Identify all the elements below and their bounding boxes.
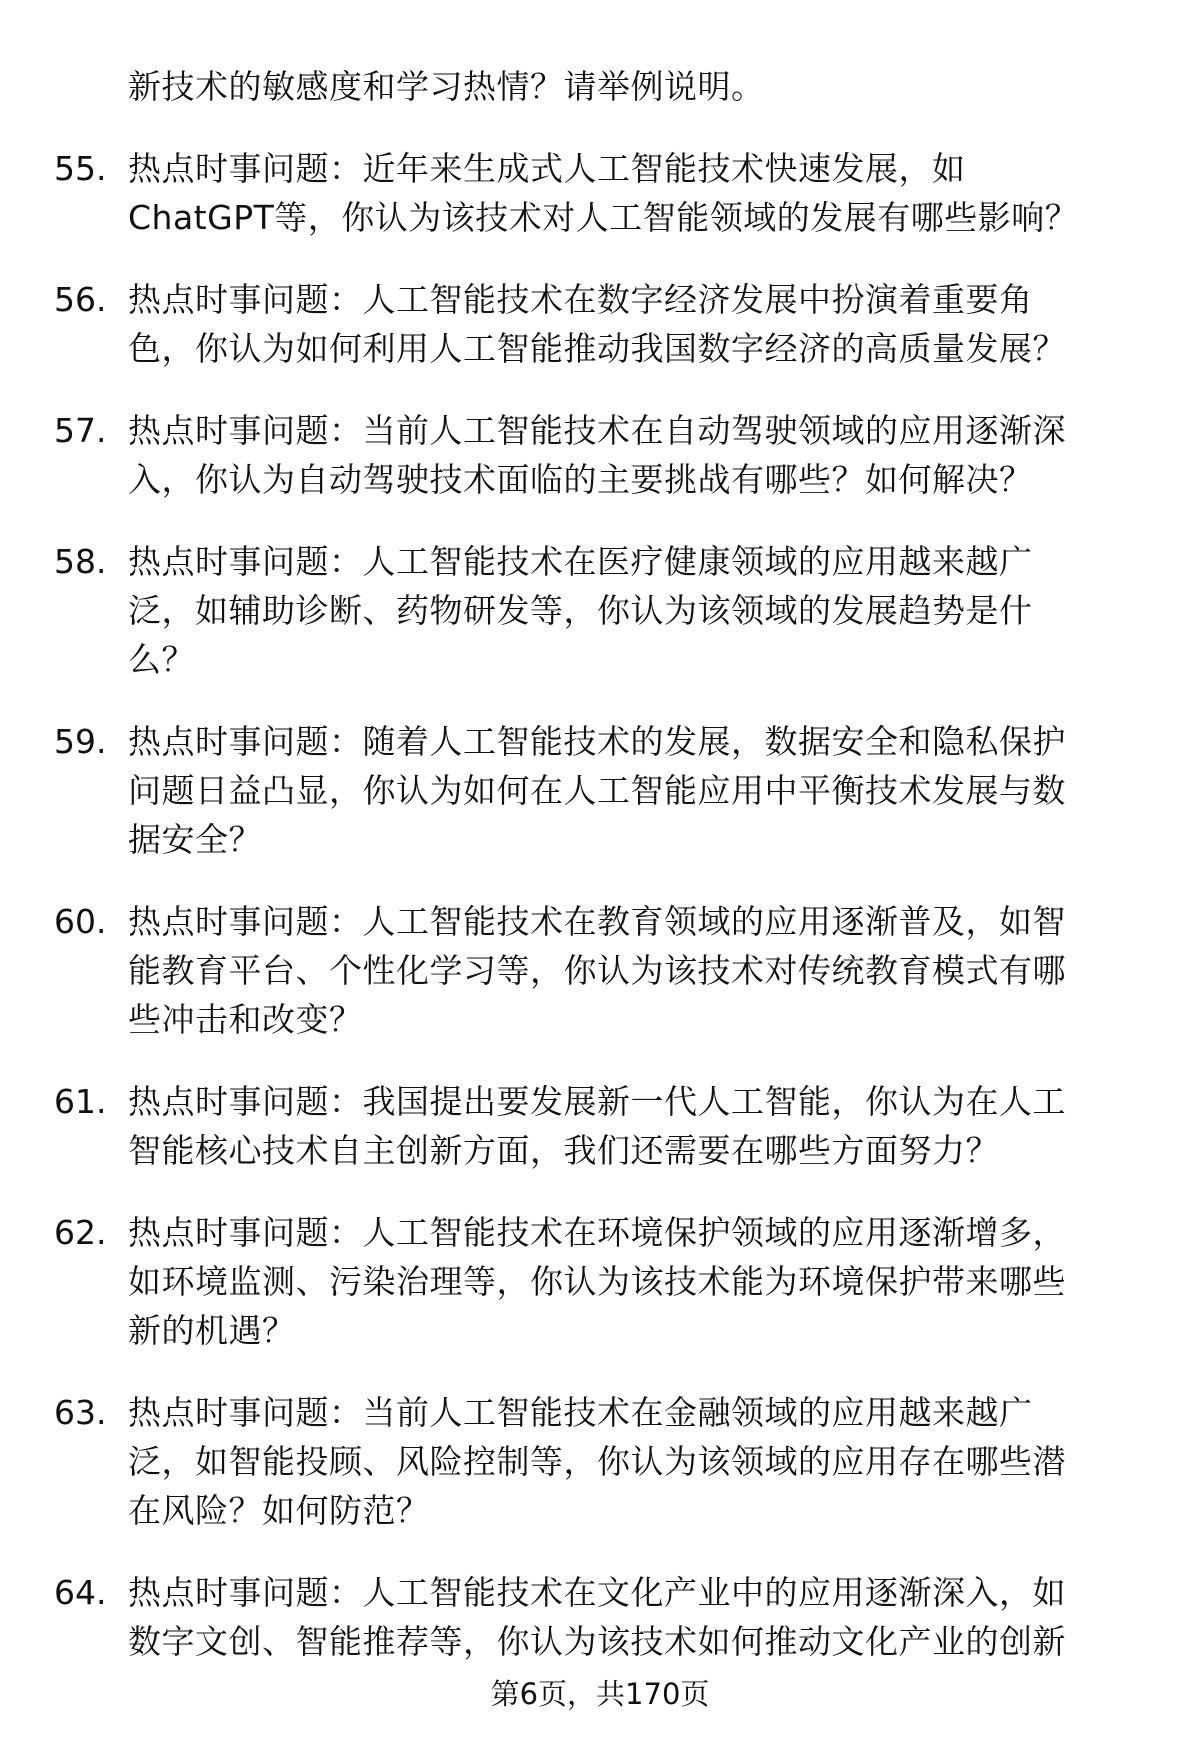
question-number: 57. (54, 411, 107, 450)
question-text-line: 热点时事问题：人工智能技术在医疗健康领域的应用越来越广 (128, 542, 1033, 581)
question-item (0, 1208, 1200, 1355)
question-text-line: 泛，如辅助诊断、药物研发等，你认为该领域的发展趋势是什 (128, 591, 1033, 630)
question-item (0, 406, 1200, 504)
text-line: 新技术的敏感度和学习热情？请举例说明。 (128, 67, 765, 106)
question-item (0, 275, 1200, 373)
question-text-line: 新的机遇？ (128, 1311, 296, 1350)
question-text-line: 色，你认为如何利用人工智能推动我国数字经济的高质量发展？ (128, 329, 1066, 368)
question-text-line: 如环境监测、污染治理等，你认为该技术能为环境保护带来哪些 (128, 1262, 1066, 1301)
question-number: 58. (54, 542, 107, 581)
question-text-line: 入，你认为自动驾驶技术面临的主要挑战有哪些？如何解决？ (128, 460, 1033, 499)
question-text-line: 热点时事问题：当前人工智能技术在金融领域的应用越来越广 (128, 1393, 1033, 1432)
question-number: 63. (54, 1393, 107, 1432)
question-list (0, 62, 1200, 1699)
question-number: 59. (54, 722, 107, 761)
question-text-line: 热点时事问题：人工智能技术在教育领域的应用逐渐普及，如智 (128, 902, 1066, 941)
question-text-line: ChatGPT等，你认为该技术对人工智能领域的发展有哪些影响？ (128, 198, 1079, 237)
question-text-line: 热点时事问题：人工智能技术在文化产业中的应用逐渐深入，如 (128, 1573, 1066, 1612)
question-text-line: 么？ (128, 640, 195, 679)
question-item (0, 717, 1200, 864)
question-item (0, 897, 1200, 1044)
question-item (0, 1077, 1200, 1175)
question-item (0, 1388, 1200, 1535)
question-number: 55. (54, 149, 107, 188)
question-text-line: 热点时事问题：人工智能技术在环境保护领域的应用逐渐增多， (128, 1213, 1066, 1252)
question-number: 64. (54, 1573, 107, 1612)
question-text-line: 据安全？ (128, 820, 262, 859)
question-number: 60. (54, 902, 107, 941)
question-item (0, 537, 1200, 684)
question-item (0, 144, 1200, 242)
continuation-text (0, 62, 1200, 111)
question-number: 61. (54, 1082, 107, 1121)
question-number: 62. (54, 1213, 107, 1252)
question-item (0, 1568, 1200, 1666)
question-text-line: 热点时事问题：我国提出要发展新一代人工智能，你认为在人工 (128, 1082, 1066, 1121)
question-text-line: 热点时事问题：近年来生成式人工智能技术快速发展，如 (128, 149, 966, 188)
question-text-line: 热点时事问题：当前人工智能技术在自动驾驶领域的应用逐渐深 (128, 411, 1066, 450)
question-text-line: 智能核心技术自主创新方面，我们还需要在哪些方面努力？ (128, 1131, 999, 1170)
question-text-line: 数字文创、智能推荐等，你认为该技术如何推动文化产业的创新 (128, 1622, 1066, 1661)
question-text-line: 热点时事问题：人工智能技术在数字经济发展中扮演着重要角 (128, 280, 1033, 319)
question-text-line: 热点时事问题：随着人工智能技术的发展，数据安全和隐私保护 (128, 722, 1066, 761)
question-number: 56. (54, 280, 107, 319)
page-footer: 第6页，共170页 (490, 1677, 710, 1711)
question-text-line: 问题日益凸显，你认为如何在人工智能应用中平衡技术发展与数 (128, 771, 1066, 810)
question-text-line: 能教育平台、个性化学习等，你认为该技术对传统教育模式有哪 (128, 951, 1066, 990)
question-text-line: 泛，如智能投顾、风险控制等，你认为该领域的应用存在哪些潜 (128, 1442, 1066, 1481)
question-text-line: 在风险？如何防范？ (128, 1491, 430, 1530)
question-text-line: 些冲击和改变？ (128, 1000, 363, 1039)
